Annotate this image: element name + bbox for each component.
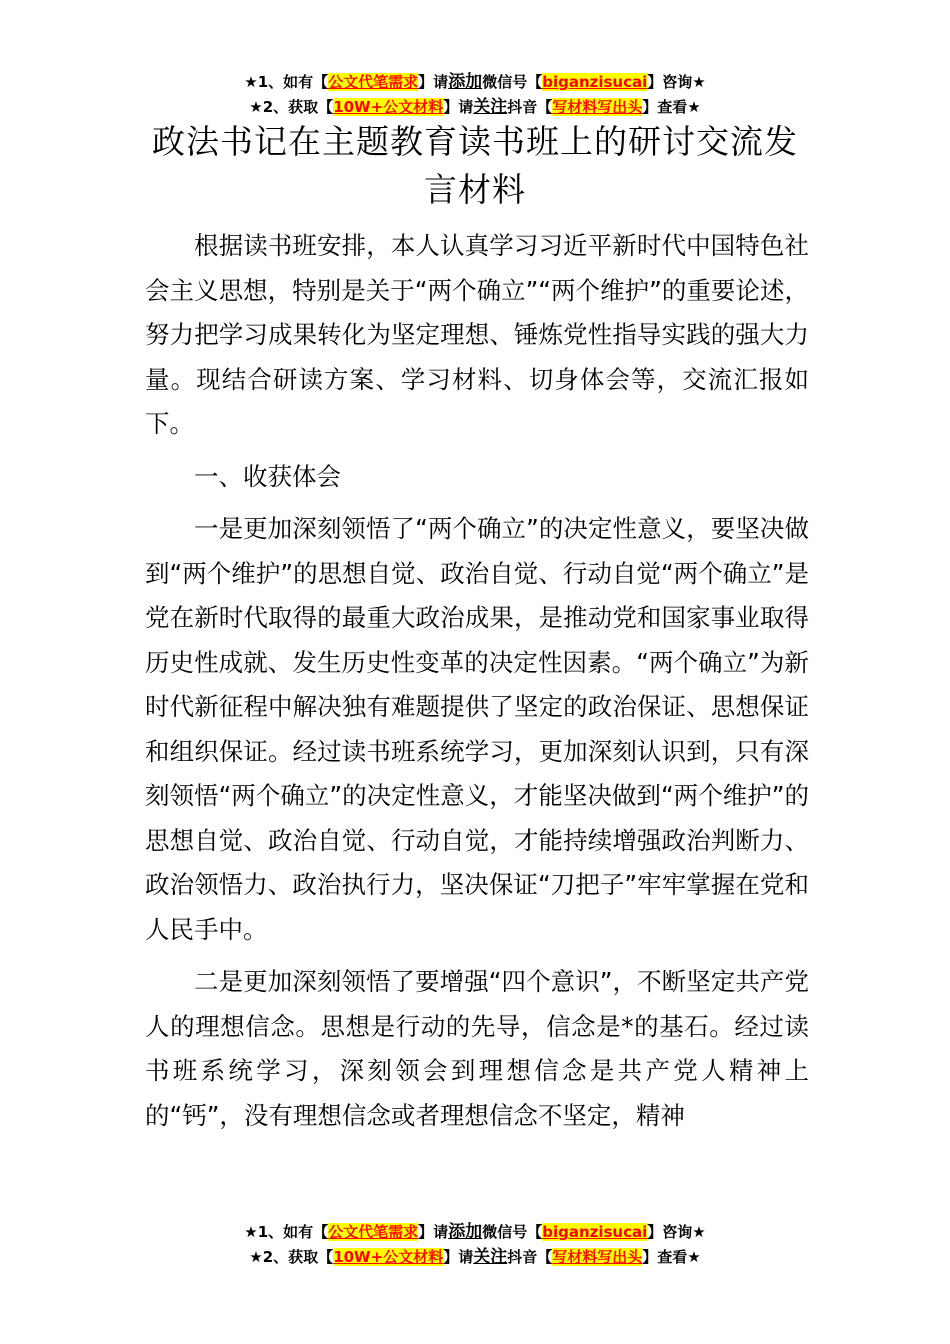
highlight-materials: 10W+公文材料: [333, 98, 444, 116]
banner-line-1: ★1、如有【公文代笔需求】请添加微信号【biganzisucai】咨询★: [244, 72, 706, 92]
paragraph-point-2: 二是更加深刻领悟了要增强“四个意识”，不断坚定共产党人的理想信念。思想是行动的先导，信念是*的基石。经过读书班系统学习，深刻领会到理想信念是共产党人精神上的“钙”，没有理想信念或者理想信念不坚定，精神: [145, 967, 809, 1130]
highlight-wechat-id: biganzisucai: [542, 73, 648, 91]
banner-line-2: ★2、获取【10W+公文材料】请关注抖音【写材料写出头】查看★: [249, 97, 701, 117]
highlight-service: 公文代笔需求: [328, 73, 419, 91]
highlight-douyin-id: 写材料写出头: [552, 98, 643, 116]
document-title: 政法书记在主题教育读书班上的研讨交流发言材料: [152, 122, 798, 209]
header-banner: [0, 70, 950, 120]
section-heading: 一、收获体会: [194, 461, 341, 491]
footer-line-2: ★2、获取【10W+公文材料】请关注抖音【写材料写出头】查看★: [249, 1247, 701, 1267]
footer-line-1: ★1、如有【公文代笔需求】请添加微信号【biganzisucai】咨询★: [244, 1222, 706, 1242]
document-body: [145, 224, 809, 1138]
paragraph-point-1: 一是更加深刻领悟了“两个确立”的决定性意义，要坚决做到“两个维护”的思想自觉、政治自觉、行动自觉“两个确立”是党在新时代取得的最重大政治成果，是推动党和国家事业取得历史性成就、发生历史性变革的决定性因素。“两个确立”为新时代新征程中解决独有难题提供了坚定的政治保证、思想保证和组织保证。经过读书班系统学习，更加深刻认识到，只有深刻领悟“两个确立”的决定性意义，才能坚决做到“两个维护”的思想自觉、政治自觉、行动自觉，才能持续增强政治判断力、政治领悟力、政治执行力，坚决保证“刀把子”牢牢掌握在党和人民手中。: [145, 514, 809, 944]
footer-banner: [0, 1220, 950, 1270]
paragraph-intro: 根据读书班安排，本人认真学习习近平新时代中国特色社会主义思想，特别是关于“两个确立”“两个维护”的重要论述，努力把学习成果转化为坚定理想、锤炼党性指导实践的强大力量。现结合研读方案、学习材料、切身体会等，交流汇报如下。: [145, 231, 809, 438]
